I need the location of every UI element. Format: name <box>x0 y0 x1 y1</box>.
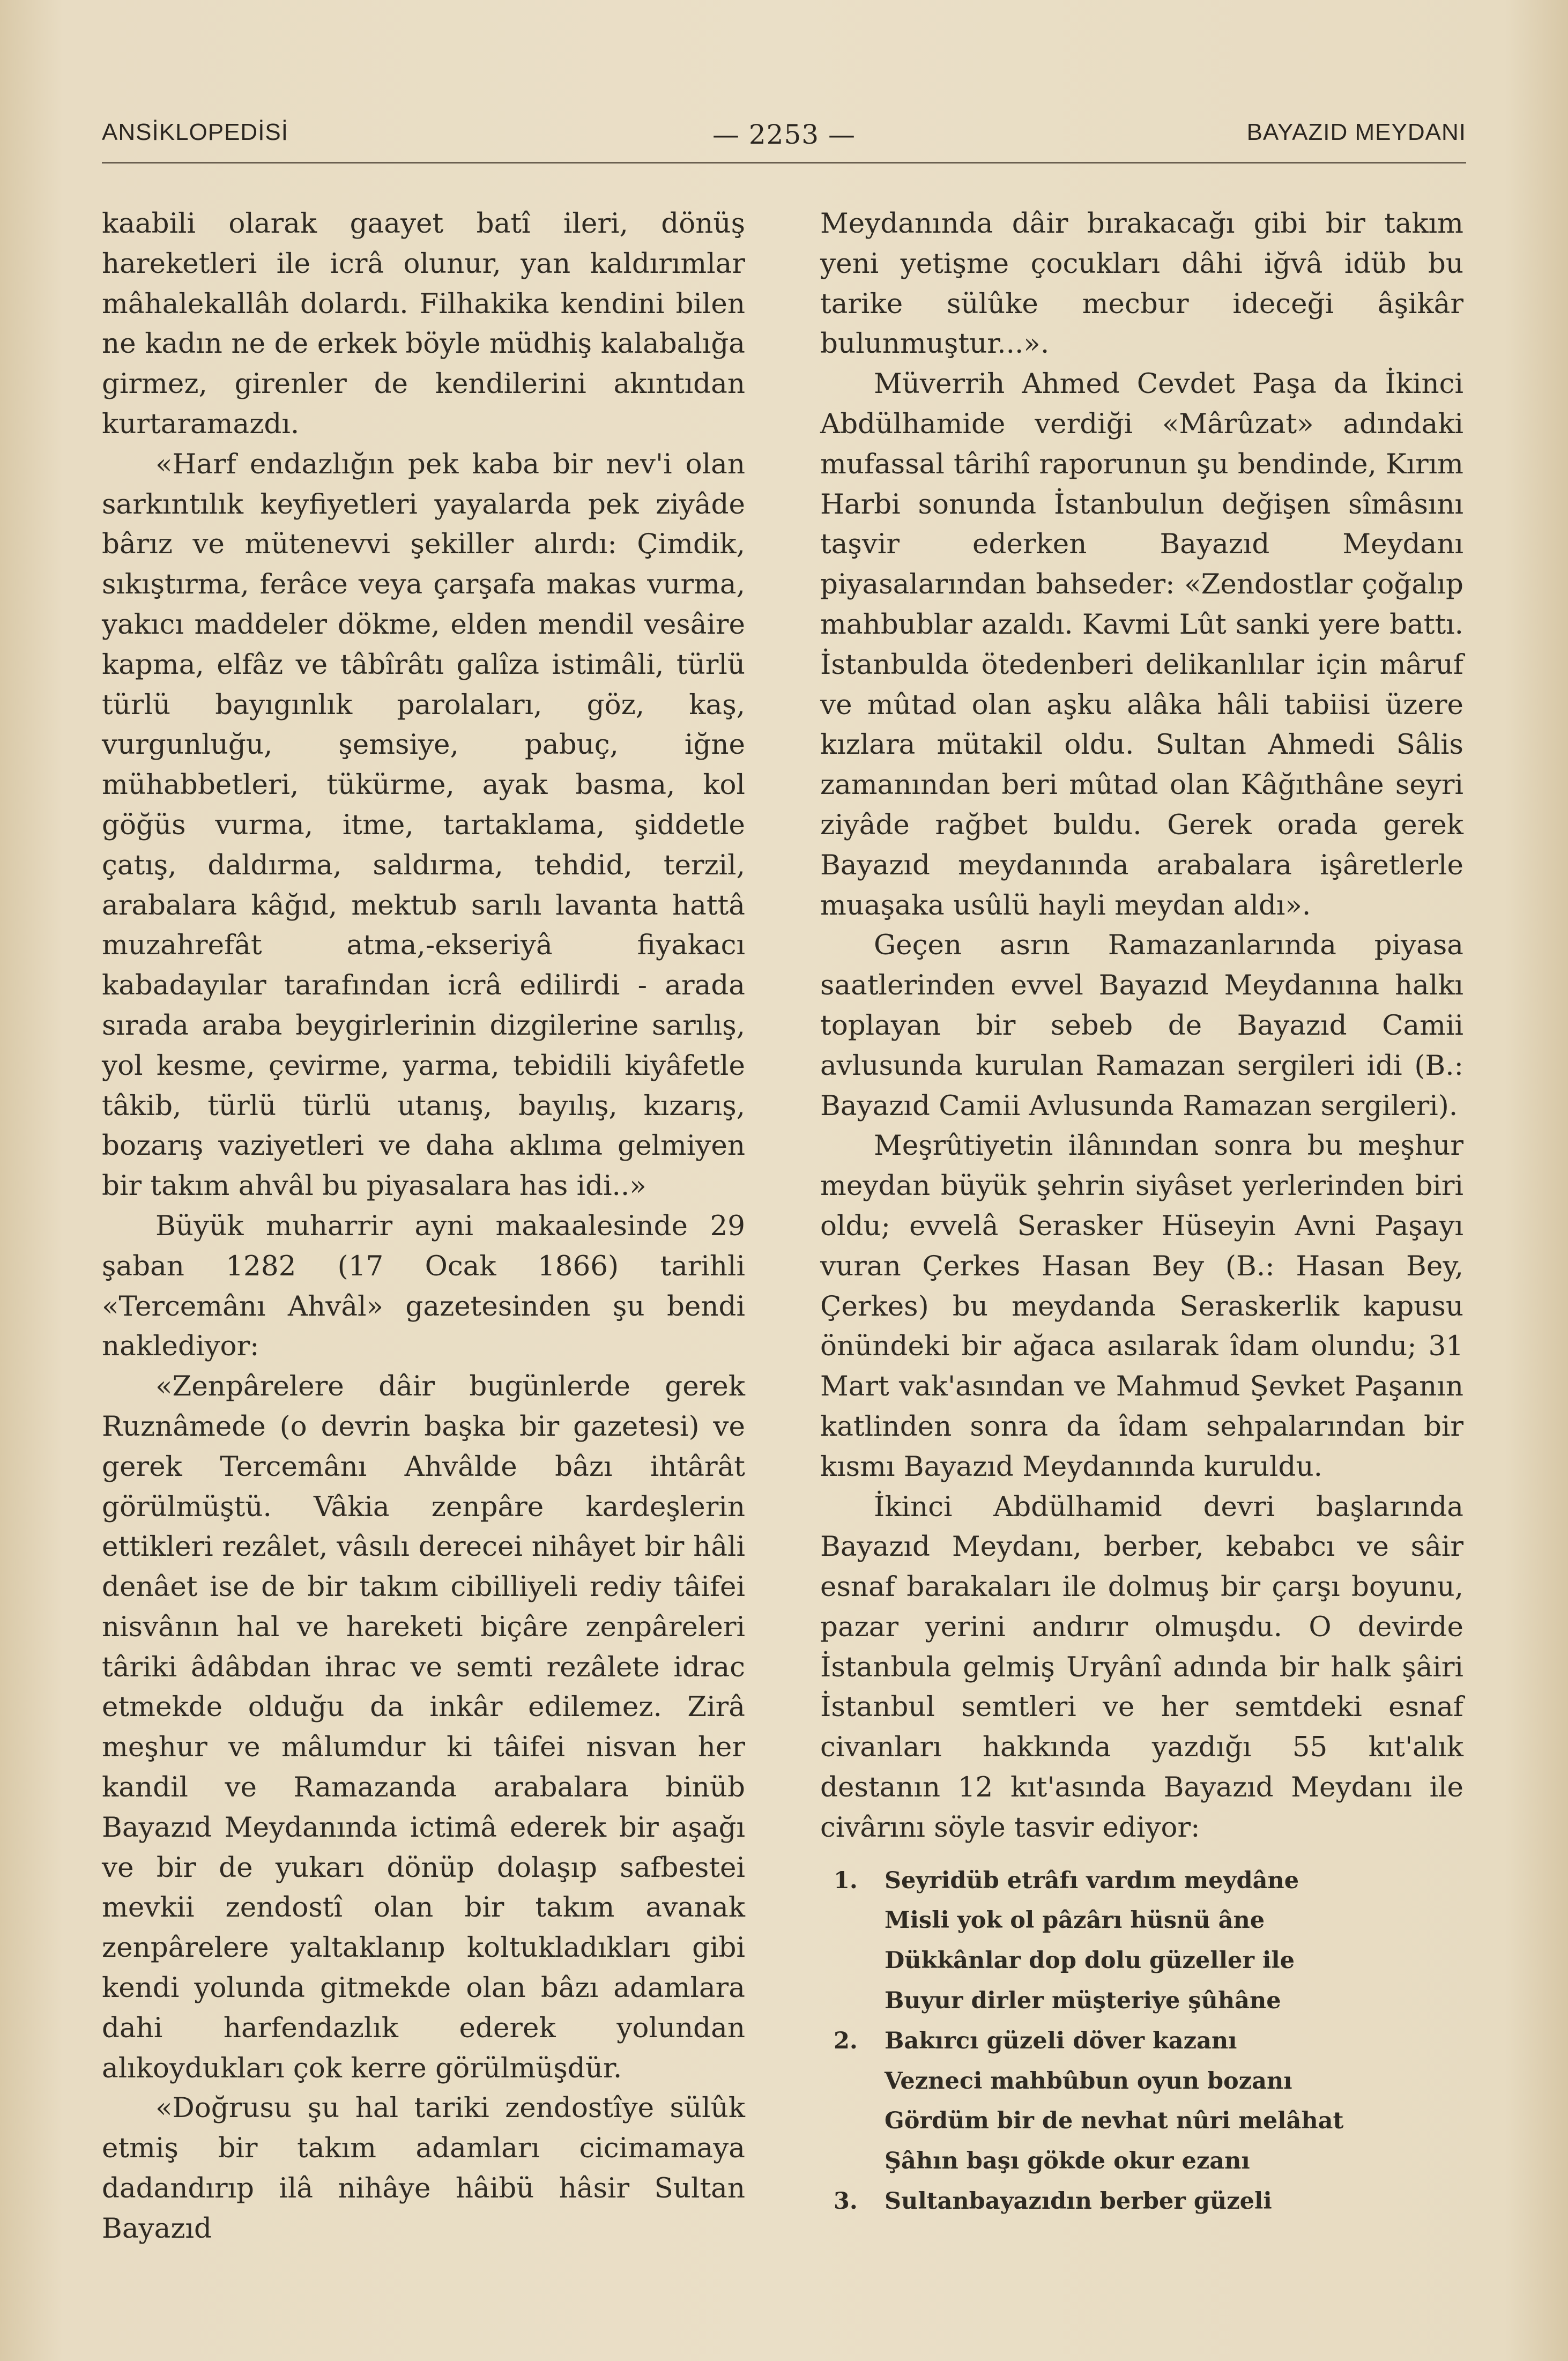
verse-list <box>820 1858 1463 2218</box>
paragraph: «Doğrusu şu hal tariki zendostîye sülûk etmiş bir takım adamları cicimamaya dadandırıp ilâ nihâye hâibü hâsir Sultan Bayazıd <box>102 2092 745 2245</box>
verse-text: Seyridüb etrâfı vardım meydâne <box>885 1867 1299 1894</box>
verse-number: 2. <box>834 2027 858 2054</box>
paragraph: Büyük muharrir ayni makaalesinde 29 şaban 1282 (17 Ocak 1866) tarihli «Tercemânı Ahvâl» gazetesinden şu bendi naklediyor: <box>102 1209 745 1363</box>
left-column <box>102 204 745 2249</box>
paragraph: «Zenpârelere dâir bugünlerde gerek Ruznâmede (o devrin başka bir gazetesi) ve gerek Tercemânı Ahvâlde bâzı ihtârât görülmüştü. Vâkia zenpâre kardeşlerin ettikleri rezâlet, vâsılı derecei nihâyet bir hâli denâet ise de bir takım cibilliyeli rediy tâifei nisvânın hal ve hareketi biçâre zenpâreleri târiki âdâbdan ihrac ve semti rezâlete idrac etmekde olduğu da inkâr edilemez. Zirâ meşhur ve mâlumdur ki tâifei nisvan her kandil ve Ramazanda arabalara binüb Bayazıd Meydanında ictimâ ederek bir aşağı ve bir de yukarı dönüp dolaşıp safbestei mevkii zendostî olan bir takım avanak zenpârelere yaltaklanıp koltukladıkları gibi kendi yolunda gitmekde olan bâzı adamlara dahi harfendazlık ederek yolundan alıkoydukları çok kerre görülmüşdür. <box>102 1370 745 2084</box>
paragraph: Müverrih Ahmed Cevdet Paşa da İkinci Abdülhamide verdiği «Mârûzat» adındaki mufassal târihî raporunun şu bendinde, Kırım Harbi sonunda İstanbulun değişen sîmâsını taşvir ederken Bayazıd Meydanı piyasalarından bahseder: «Zendostlar çoğalıp mahbublar azaldı. Kavmi Lût sanki yere battı. İstanbulda ötedenberi delikanlılar için mâruf ve mûtad olan aşku alâka hâli tabiisi üzere kızlara mütakil oldu. Sultan Ahmedi Sâlis zamanından beri mûtad olan Kâğıthâne seyri ziyâde rağbet buldu. Gerek orada gerek Bayazıd meydanında arabalara işâretlerle muaşaka usûlü hayli meydan aldı». <box>820 368 1463 922</box>
verse-text: Bakırcı güzeli döver kazanı <box>885 2027 1237 2054</box>
verse-line <box>820 1978 1463 2018</box>
paragraph: kaabili olarak gaayet batî ileri, dönüş hareketleri ile icrâ olunur, yan kaldırımlar mâhalekallâh dolardı. Filhakika kendini bilen ne kadın ne de erkek böyle müdhiş kalabalığa girmez, girenler de kendilerini akıntıdan kurtaramazdı. <box>102 207 745 440</box>
verse-text: Vezneci mahbûbun oyun bozanı <box>885 2067 1292 2095</box>
paragraph: İkinci Abdülhamid devri başlarında Bayazıd Meydanı, berber, kebabcı ve sâir esnaf barakaları ile dolmuş bir çarşı boyunu, pazar yerini andırır olmuşdu. O devirde İstanbula gelmiş Uryânî adında bir halk şâiri İstanbul semtleri ve her semtdeki esnaf civanları hakkında yazdığı 55 kıt'alık destanın 12 kıt'asında Bayazıd Meydanı ile civârını söyle tasvir ediyor: <box>820 1490 1463 1844</box>
page-header <box>102 119 1466 167</box>
verse-text: Dükkânlar dop dolu güzeller ile <box>885 1947 1295 1974</box>
verse-number: 1. <box>834 1867 858 1894</box>
verse-number: 3. <box>834 2188 858 2215</box>
verse-line <box>820 2058 1463 2098</box>
verse-line <box>820 1937 1463 1978</box>
header-title-left: ANSİKLOPEDİSİ <box>102 119 289 145</box>
verse-line <box>820 2098 1463 2138</box>
paragraph: Geçen asrın Ramazanlarında piyasa saatlerinden evvel Bayazıd Meydanına halkı toplayan bir sebeb de Bayazıd Camii avlusunda kurulan Ramazan sergileri idi (B.: Bayazıd Camii Avlusunda Ramazan sergileri). <box>820 929 1463 1122</box>
verse-text: Buyur dirler müşteriye şûhâne <box>885 1987 1281 2015</box>
right-column <box>820 204 1463 2218</box>
paragraph: Meşrûtiyetin ilânından sonra bu meşhur meydan büyük şehrin siyâset yerlerinden biri oldu; evvelâ Serasker Hüseyin Avni Paşayı vuran Çerkes Hasan Bey (B.: Hasan Bey, Çerkes) bu meydanda Seraskerlik kapusu önündeki bir ağaca asılarak îdam olundu; 31 Mart vak'asından ve Mahmud Şevket Paşanın katlinden sonra da îdam sehpalarından bir kısmı Bayazıd Meydanında kuruldu. <box>820 1130 1463 1483</box>
header-rule <box>102 162 1466 164</box>
verse-line <box>820 1858 1463 1898</box>
verse-text: Misli yok ol pâzârı hüsnü âne <box>885 1907 1265 1934</box>
verse-text: Sultanbayazıdın berber güzeli <box>885 2188 1272 2215</box>
verse-line <box>820 2018 1463 2058</box>
verse-line <box>820 2178 1463 2218</box>
paragraph: «Harf endazlığın pek kaba bir nev'i olan sarkıntılık keyfiyetleri yayalarda pek ziyâde bârız ve mütenevvi şekiller alırdı: Çimdik, sıkıştırma, ferâce veya çarşafa makas vurma, yakıcı maddeler dökme, elden mendil vesâire kapma, elfâz ve tâbîrâtı galîza istimâli, türlü türlü bayıgınlık parolaları, göz, kaş, vurgunluğu, şemsiye, pabuç, iğne mühabbetleri, tükürme, ayak basma, kol göğüs vurma, itme, tartaklama, şiddetle çatış, daldırma, saldırma, tehdid, terzil, arabalara kâğıd, mektub sarılı lavanta hattâ muzahrefât atma,-ekseriyâ fiyakacı kabadayılar tarafından icrâ edilirdi - arada sırada araba beygirlerinin dizgilerine sarılış, yol kesme, çevirme, yarma, tebidili kiyâfetle tâkib, türlü türlü utanış, bayılış, kızarış, bozarış vaziyetleri ve daha aklıma gelmiyen bir takım ahvâl bu piyasalara has idi..» <box>102 448 745 1202</box>
paragraph: Meydanında dâir bırakacağı gibi bir takım yeni yetişme çocukları dâhi iğvâ idüb bu tarike sülûke mecbur ideceği âşikâr bulunmuştur...». <box>820 207 1463 360</box>
verse-text: Gördüm bir de nevhat nûri melâhat <box>885 2107 1344 2135</box>
verse-line <box>820 2138 1463 2178</box>
verse-line <box>820 1897 1463 1937</box>
page-number: — 2253 — <box>712 119 856 150</box>
verse-text: Şâhın başı gökde okur ezanı <box>885 2148 1250 2175</box>
header-title-right: BAYAZID MEYDANI <box>1246 119 1466 145</box>
